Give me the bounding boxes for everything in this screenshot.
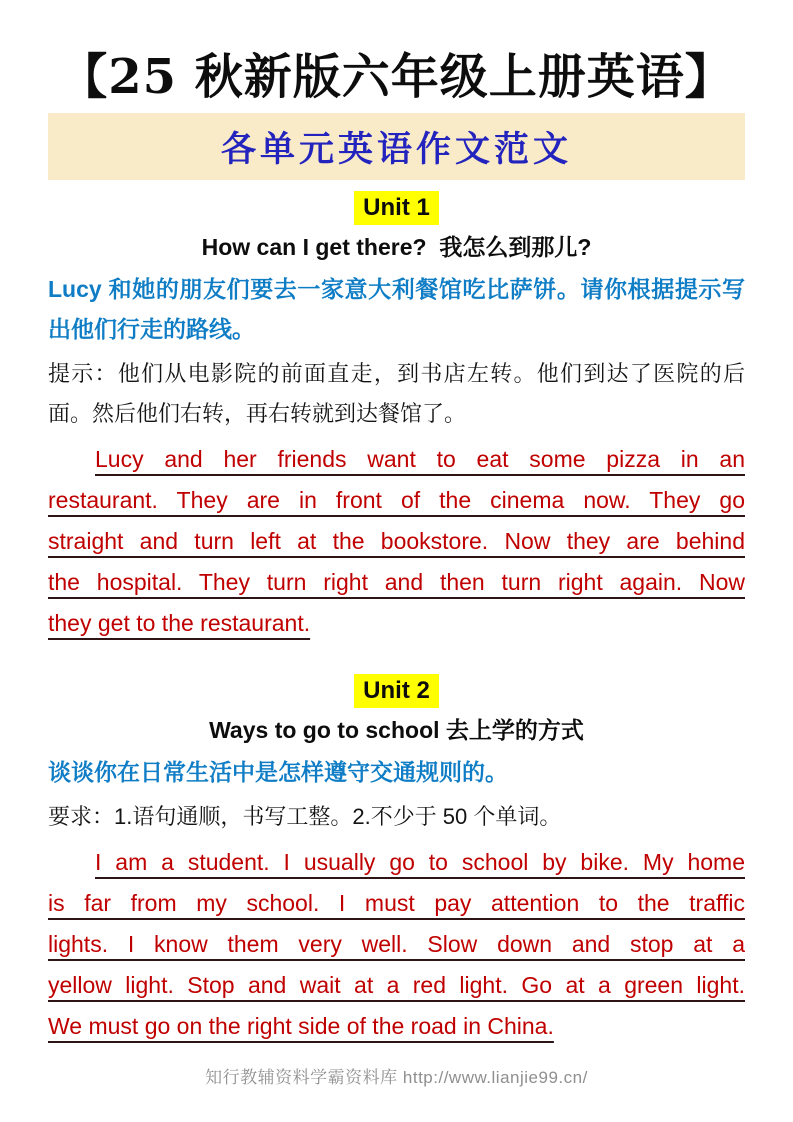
essay-line <box>48 883 745 924</box>
unit1-prompt: Lucy 和她的朋友们要去一家意大利餐馆吃比萨饼。请你根据提示写出他们行走的路线。 <box>48 276 745 342</box>
unit2-badge: Unit 2 <box>354 674 439 708</box>
essay-line <box>48 521 745 562</box>
unit1-heading: How can I get there? 我怎么到那儿? <box>201 234 592 260</box>
essay-line-text: yellow light. Stop and wait at a red light. Go at a green light. <box>48 972 745 998</box>
unit2-prompt: 谈谈你在日常生活中是怎样遵守交通规则的。 <box>48 759 508 785</box>
essay-line-text: restaurant. They are in front of the cinema now. They go <box>48 487 745 513</box>
unit2-requirements: 要求：1.语句通顺，书写工整。2.不少于 50 个单词。 <box>48 804 562 829</box>
essay-line <box>48 480 745 521</box>
unit1-badge: Unit 1 <box>354 191 439 225</box>
essay-line-text: I am a student. I usually go to school by bike. My home <box>95 849 745 875</box>
page-subtitle: 各单元英语作文范文 <box>220 128 572 170</box>
essay-line <box>48 439 745 480</box>
page-title: 【25 秋新版六年级上册英语】 <box>59 49 734 105</box>
essay-line-text: We must go on the right side of the road in China. <box>48 1013 554 1039</box>
essay-line-text: they get to the restaurant. <box>48 610 311 636</box>
essay-line <box>48 924 745 965</box>
unit2-heading: Ways to go to school 去上学的方式 <box>209 717 584 743</box>
unit1-essay <box>48 439 745 644</box>
unit1-hint: 提示：他们从电影院的前面直走，到书店左转。他们到达了医院的后面。然后他们右转，再右转就到达餐馆了。 <box>48 361 745 426</box>
unit2-essay <box>48 842 745 1047</box>
unit2-badge-row <box>48 674 745 708</box>
essay-line <box>48 1006 745 1047</box>
unit2-section <box>48 674 745 1047</box>
unit1-badge-row <box>48 191 745 225</box>
unit1-section <box>48 191 745 644</box>
essay-line <box>48 562 745 603</box>
essay-line-text: Lucy and her friends want to eat some pizza in an <box>95 446 745 472</box>
essay-line <box>48 842 745 883</box>
essay-line <box>48 603 745 644</box>
essay-line-text: lights. I know them very well. Slow down and stop at a <box>48 931 745 957</box>
footer-watermark: 知行教辅资料学霸资料库 http://www.lianjie99.cn/ <box>205 1068 588 1087</box>
subtitle-band <box>48 113 745 180</box>
essay-line-text: straight and turn left at the bookstore. Now they are behind <box>48 528 745 554</box>
essay-line-text: is far from my school. I must pay attention to the traffic <box>48 890 745 916</box>
essay-line <box>48 965 745 1006</box>
essay-line-text: the hospital. They turn right and then turn right again. Now <box>48 569 745 595</box>
